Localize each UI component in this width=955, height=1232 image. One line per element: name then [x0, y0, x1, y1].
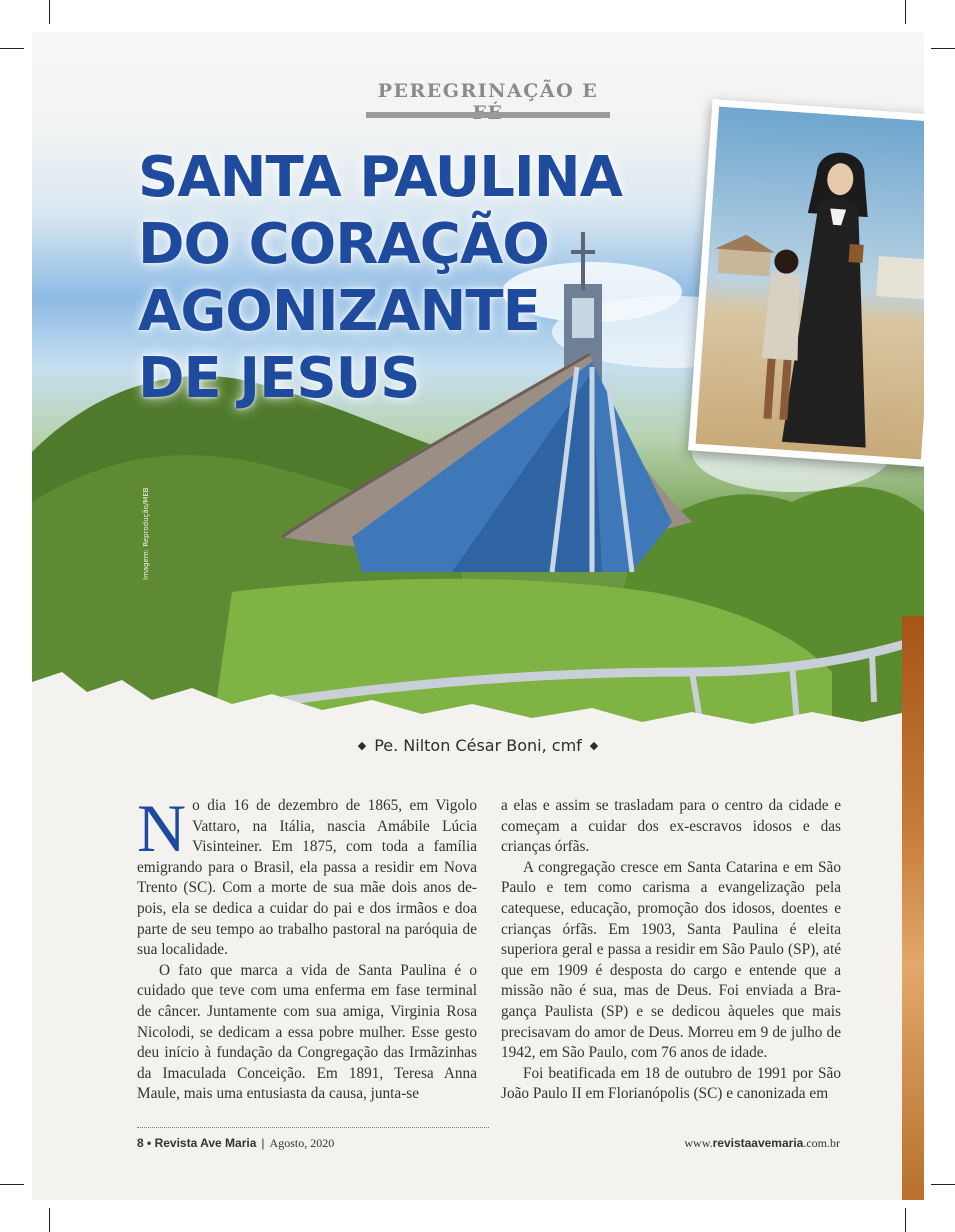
folio-bullet: • [147, 1136, 152, 1150]
url-suffix: .com.br [803, 1136, 840, 1150]
crop-mark [931, 48, 955, 49]
decorative-side-strip [902, 616, 924, 1200]
article-paragraph [137, 790, 477, 961]
footer-divider [137, 1127, 489, 1128]
title-line: AGONIZANTE [138, 279, 540, 344]
section-rule [366, 112, 610, 118]
author-name: Pe. Nilton César Boni, cmf [374, 736, 582, 755]
drop-cap: N [137, 790, 187, 866]
article-paragraph: Foi beatificada em 18 de outubro de 1991 por São João Paulo II em Florianópolis (SC) e canonizada em [501, 1064, 841, 1103]
article-column-right [501, 796, 841, 1105]
page-number: 8 [137, 1136, 144, 1150]
crop-mark [49, 1208, 50, 1232]
diamond-icon: ◆ [357, 739, 367, 752]
footer-website[interactable] [682, 1136, 840, 1151]
crop-mark [0, 1184, 24, 1185]
url-prefix: www. [684, 1136, 713, 1150]
title-line: SANTA PAULINA [138, 145, 622, 210]
article-column-left [137, 790, 477, 1105]
article-paragraph: A congregação cresce em Santa Catarina e em São Paulo e tem como carisma a evangelização pela catequese, educação, promoção dos idosos, doentes e crianças órfãs. Em 1903, Santa Paulina é eleita superiora geral e passa a residir em São Paulo (SP), até que em 1909 é desposta do cargo e entende que a missão não é sua, mas de Deus. Foi enviada a Bragança Paulista (SP) e se dedicou àqueles que mais precisavam do amor de Deus. Morreu em 9 de julho de 1942, em São Paulo, com 76 anos de idade. [501, 858, 841, 1062]
crop-mark [931, 1184, 955, 1185]
diamond-icon: ◆ [589, 739, 599, 752]
magazine-name: Revista Ave Maria [154, 1136, 257, 1150]
url-domain: revistaavemaria [712, 1136, 804, 1150]
saint-portrait [688, 99, 924, 467]
title-line: DE JESUS [138, 346, 420, 411]
crop-mark [49, 0, 50, 24]
article-title [138, 144, 658, 412]
paragraph-text: o dia 16 de dezembro de 1865, em Vigolo Vattaro, na Itália, nascia Amábile Lúcia Visinteiner. Em 1875, com toda a família emigrando para o Brasil, ela passa a residir em Nova Trento (SC). Com a morte de sua mãe dois anos depois, ela se dedica a cuidar do pai e dos irmãos e doa parte de seu tempo ao trabalho pastoral na paróquia de sua localidade. [137, 797, 477, 959]
section-label: PEREGRINAÇÃO E [377, 80, 599, 102]
issue-date: Agosto, 2020 [269, 1136, 335, 1150]
article-paragraph: a elas e assim se trasladam para o centro da cidade e começam a cuidar dos ex-escravos idosos e das crianças órfãs. [501, 797, 841, 856]
crop-mark [905, 0, 906, 24]
title-line: DO CORAÇÃO [138, 212, 549, 277]
saint-portrait-painting [695, 107, 924, 460]
photo-credit: Imagem: Reprodução/MEB [142, 487, 150, 580]
footer-folio [137, 1136, 334, 1151]
crop-mark [905, 1208, 906, 1232]
magazine-page [32, 32, 924, 1200]
article-paragraph: O fato que marca a vida de Santa Paulina é o cuidado que teve com uma enferma em fase terminal de câncer. Juntamente com sua amiga, Virginia Rosa Nicolodi, se dedicam a essa pobre mulher. Esse gesto deu início à fundação da Congregação das Irmãzinhas da Imaculada Conceição. Em 1891, Teresa Anna Maule, mais uma entusiasta da causa, junta-se [137, 961, 477, 1103]
crop-mark [0, 48, 24, 49]
footer-separator: | [261, 1136, 265, 1150]
author-byline [32, 736, 924, 755]
